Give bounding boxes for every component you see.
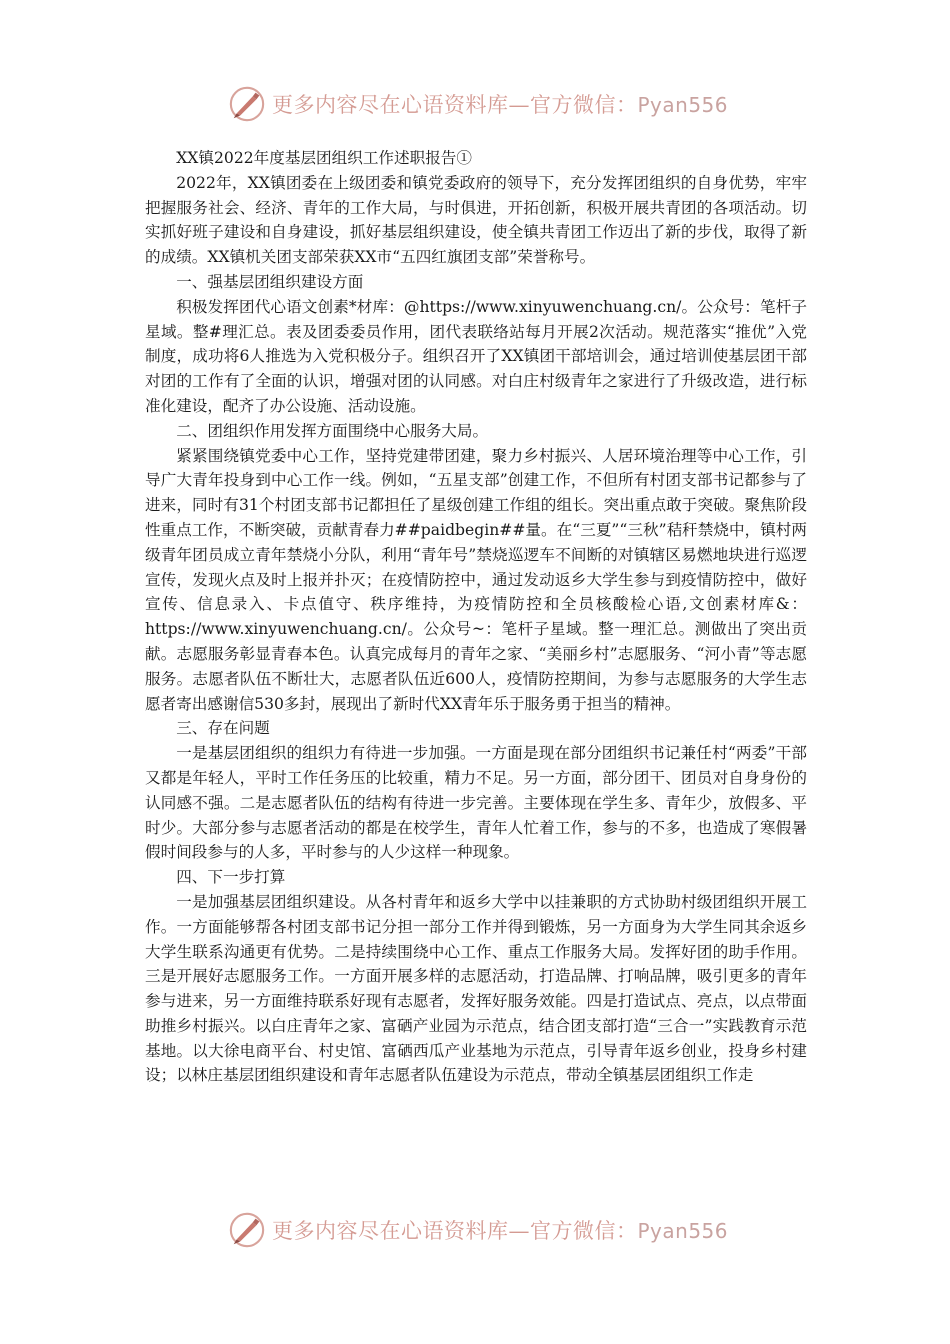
section-heading-4: 四、下一步打算: [176, 868, 286, 887]
section-body-2: 紧紧围绕镇党委中心工作，坚持党建带团建，聚力乡村振兴、人居环境治理等中心工作，引导广大青年投身到中心工作一线。例如，“五星支部”创建工作，不但所有村团支部书记都参与了进来，同时有31个村团支部书记都担任了星级创建工作组的组长。突出重点敢于突破。聚焦阶段性重点工作，不断突破，贡献青春力##paidbegin##量。在“三夏”“三秋”秸秆禁烧中，镇村两级青年团员成立青年禁烧小分队，利用“青年号”禁烧巡逻车不间断的对镇辖区易燃地块进行巡逻宣传，发现火点及时上报并扑灭；在疫情防控中，通过发动返乡大学生参与到疫情防控中，做好宣传、信息录入、卡点值守、秩序维持，为疫情防控和全员核酸检心语,文创素材库&：https://www.xinyuwenchuang.cn/。公众号~：笔杆子星域。整一理汇总。测做出了突出贡献。志愿服务彰显青春本色。认真完成每月的青年之家、“美丽乡村”志愿服务、“河小青”等志愿服务。志愿者队伍不断壮大，志愿者队伍近600人，疫情防控期间，为参与志愿服务的大学生志愿者寄出感谢信530多封，展现出了新时代XX青年乐于服务勇于担当的精神。: [145, 446, 807, 713]
watermark-banner-bottom: [228, 1210, 728, 1250]
watermark-wechat-id: Pyan556: [637, 93, 729, 117]
section-body-3: 一是基层团组织的组织力有待进一步加强。一方面是现在部分团组织书记兼任村“两委”干部又都是年轻人，平时工作任务压的比较重，精力不足。另一方面，部分团干、团员对自身身份的认同感不强。二是志愿者队伍的结构有待进一步完善。主要体现在学生多、青年少，放假多、平时少。大部分参与志愿者活动的都是在校学生，青年人忙着工作，参与的不多，也造成了寒假暑假时间段参与的人多，平时参与的人少这样一种现象。: [145, 744, 807, 862]
section-heading-2: 二、团组织作用发挥方面围绕中心服务大局。: [176, 421, 489, 440]
watermark-wechat-id: Pyan556: [637, 1219, 729, 1243]
watermark-text: 更多内容尽在心语资料库—官方微信：: [272, 1219, 638, 1243]
watermark-banner-top: [228, 84, 728, 124]
section-body-1: 积极发挥团代心语文创素*材库：@https://www.xinyuwenchuang.cn/。公众号：笔杆子星域。整#理汇总。表及团委委员作用，团代表联络站每月开展2次活动。规范落实“推优”入党制度，成功将6人推选为入党积极分子。组织召开了XX镇团干部培训会，通过培训使基层团干部对团的工作有了全面的认识，增强对团的认同感。对白庄村级青年之家进行了升级改造，进行标准化建设，配齐了办公设施、活动设施。: [145, 297, 807, 415]
document-title: XX镇2022年度基层团组织工作述职报告①: [176, 149, 472, 167]
watermark-text: 更多内容尽在心语资料库—官方微信：: [272, 93, 638, 117]
document-body: [145, 146, 807, 1088]
intro-paragraph: 2022年，XX镇团委在上级团委和镇党委政府的领导下，充分发挥团组织的自身优势，牢牢把握服务社会、经济、青年的工作大局，与时俱进，开拓创新，积极开展共青团的各项活动。切实抓好班子建设和自身建设，抓好基层组织建设，使全镇共青团工作迈出了新的步伐，取得了新的成绩。XX镇机关团支部荣获XX市“五四红旗团支部”荣誉称号。: [145, 173, 807, 267]
section-body-4: 一是加强基层团组织建设。从各村青年和返乡大学中以挂兼职的方式协助村级团组织开展工作。一方面能够帮各村团支部书记分担一部分工作并得到锻炼，另一方面身为大学生同其余返乡大学生联系沟通更有优势。二是持续围绕中心工作、重点工作服务大局。发挥好团的助手作用。三是开展好志愿服务工作。一方面开展多样的志愿活动，打造品牌、打响品牌，吸引更多的青年参与进来，另一方面维持联系好现有志愿者，发挥好服务效能。四是打造试点、亮点，以点带面助推乡村振兴。以白庄青年之家、富硒产业园为示范点，结合团支部打造“三合一”实践教育示范基地。以大徐电商平台、村史馆、富硒西瓜产业基地为示范点，引导青年返乡创业，投身乡村建设；以林庄基层团组织建设和青年志愿者队伍建设为示范点，带动全镇基层团组织工作走: [145, 892, 807, 1085]
section-heading-3: 三、存在问题: [176, 719, 270, 738]
section-heading-1: 一、强基层团组织建设方面: [176, 272, 364, 291]
pen-logo-icon: [228, 85, 266, 123]
pen-logo-icon: [228, 1211, 266, 1249]
